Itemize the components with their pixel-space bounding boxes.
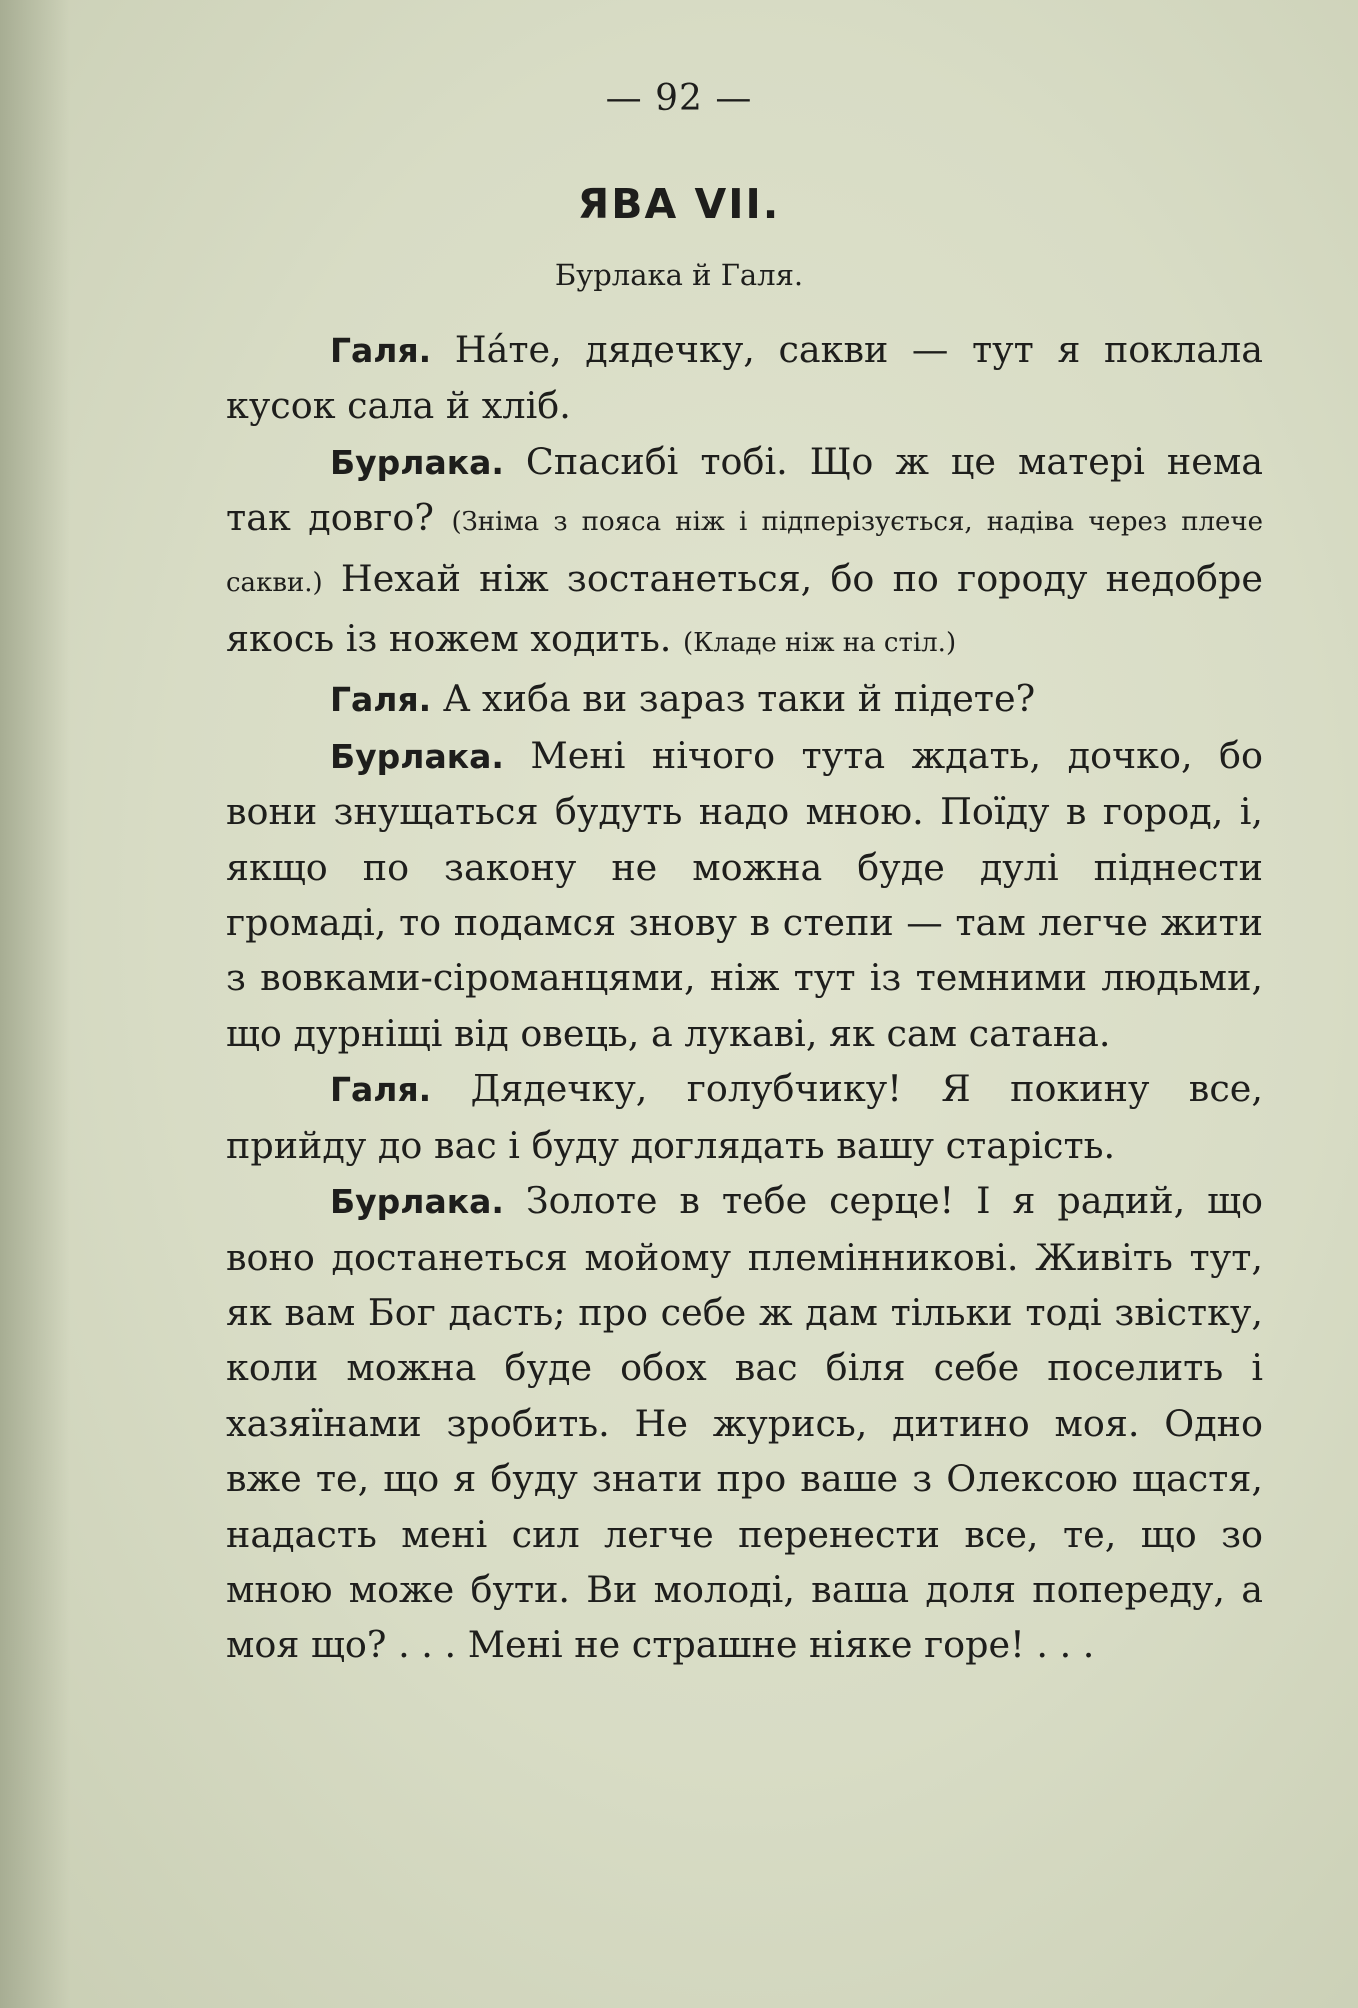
speaker-name: Галя. [330,680,432,720]
dialogue-text [226,322,1263,1673]
speaker-name: Бурлака. [330,1182,504,1222]
dialogue-paragraph [226,671,1263,727]
page-edge-shadow [0,0,70,2008]
dialogue-paragraph [226,322,1263,434]
speech-text: Золоте в тебе серце! І я радий, що воно достанеться мойому племінникові. Живіть тут, як вам Бог дасть; про себе ж дам тільки тоді звістку, коли можна буде обох вас біля себе поселить і хазяїнами зробить. Не журись, дитино моя. Одно вже те, що я буду знати про ваше з Олексою щастя, надасть мені сил легче перенести все, те, що зо мною може бути. Ви молоді, ваша доля попереду, а моя що? . . . Мені не страшне ніяке горе! . . . [226,1179,1263,1667]
speech-text: А хиба ви зараз таки й підете? [442,677,1036,721]
speaker-name: Галя. [330,331,432,370]
speech-text: Нехай ніж зостанеться, бо по городу недобре якось із ножем ходить. [226,556,1263,661]
scene-title: ЯВА VII. [577,180,781,228]
speech-text: Мені нічого тута ждать, дочко, бо вони знущаться будуть надо мною. Поїду в город, і, якщо по закону не можна буде дулі піднести громаді, то подамся знову в степи — там легче жити з вовками-сіроманцями, ніж тут із темними людьми, що дурніщі від овець, а лукаві, як сам сатана. [226,733,1263,1055]
stage-direction: (Кладе ніж на стіл.) [683,628,957,659]
speech-text: Дядечку, голубчику! Я покину все, прийду до вас і буду доглядать вашу старість. [226,1067,1263,1167]
page-number: — 92 — [605,78,753,119]
dialogue-paragraph [226,1173,1263,1673]
dialogue-paragraph [226,1061,1263,1173]
dialogue-paragraph [226,434,1263,672]
dialogue-paragraph [226,728,1263,1061]
speaker-name: Бурлака. [330,442,504,482]
speaker-name: Бурлака. [330,736,504,776]
speech-text: Нáте, дядечку, сакви — тут я поклала кусок сала й хліб. [226,328,1263,428]
stage-direction: (Зніма з пояса ніж і підперізується, надіва через плече сакви.) [226,507,1263,598]
speech-text: Спасибі тобі. Що ж це матері нема так довго? [226,439,1263,540]
scene-cast: Бурлака й Галя. [554,258,804,292]
speaker-name: Галя. [330,1070,432,1110]
